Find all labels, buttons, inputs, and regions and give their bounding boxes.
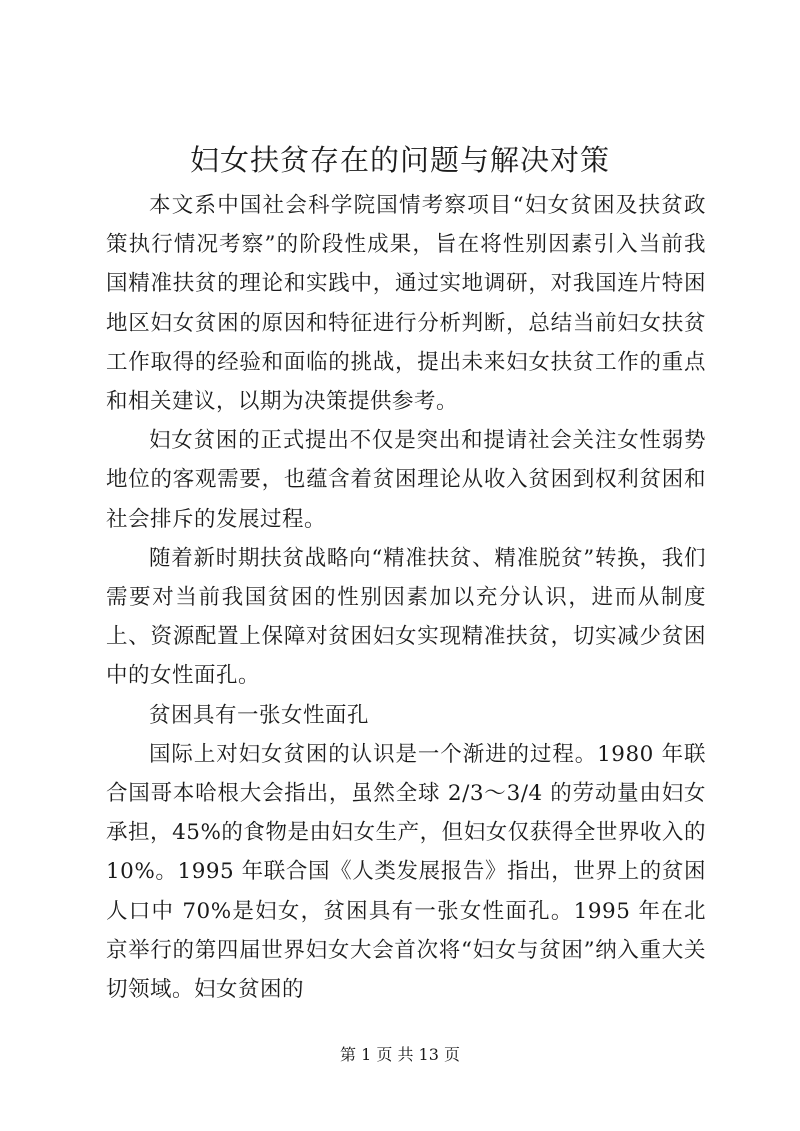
paragraph-definition: 妇女贫困的正式提出不仅是突出和提请社会关注女性弱势地位的客观需要，也蕴含着贫困理论从收入贫困到权利贫困和社会排斥的发展过程。 (106, 428, 706, 532)
paragraph-strategy: 随着新时期扶贫战略向“精准扶贫、精准脱贫”转换，我们需要对当前我国贫困的性别因素加以充分认识，进而从制度上、资源配置上保障对贫困妇女实现精准扶贫，切实减少贫困中的女性面孔。 (106, 545, 706, 689)
document-body (106, 186, 706, 1009)
section-heading: 贫困具有一张女性面孔 (149, 702, 370, 728)
paragraph-intro: 本文系中国社会科学院国情考察项目“妇女贫困及扶贫政策执行情况考察”的阶段性成果，旨在将性别因素引入当前我国精准扶贫的理论和实践中，通过实地调研，对我国连片特困地区妇女贫困的原因和特征进行分析判断，总结当前妇女扶贫工作取得的经验和面临的挑战，提出未来妇女扶贫工作的重点和相关建议，以期为决策提供参考。 (106, 193, 706, 415)
document-title: 妇女扶贫存在的问题与解决对策 (189, 143, 610, 177)
paragraph-international: 国际上对妇女贫困的认识是一个渐进的过程。1980 年联合国哥本哈根大会指出，虽然全球 2/3～3/4 的劳动量由妇女承担，45%的食物是由妇女生产，但妇女仅获得全世界收入的 10%。1995 年联合国《人类发展报告》指出，世界上的贫困人口中 70%是妇女，贫困具有一张女性面孔。1995 年在北京举行的第四届世界妇女大会首次将“妇女与贫困”纳入重大关切领域。妇女贫困的 (106, 741, 706, 1003)
page-footer: 第 1 页 共 13 页 (340, 1045, 460, 1064)
